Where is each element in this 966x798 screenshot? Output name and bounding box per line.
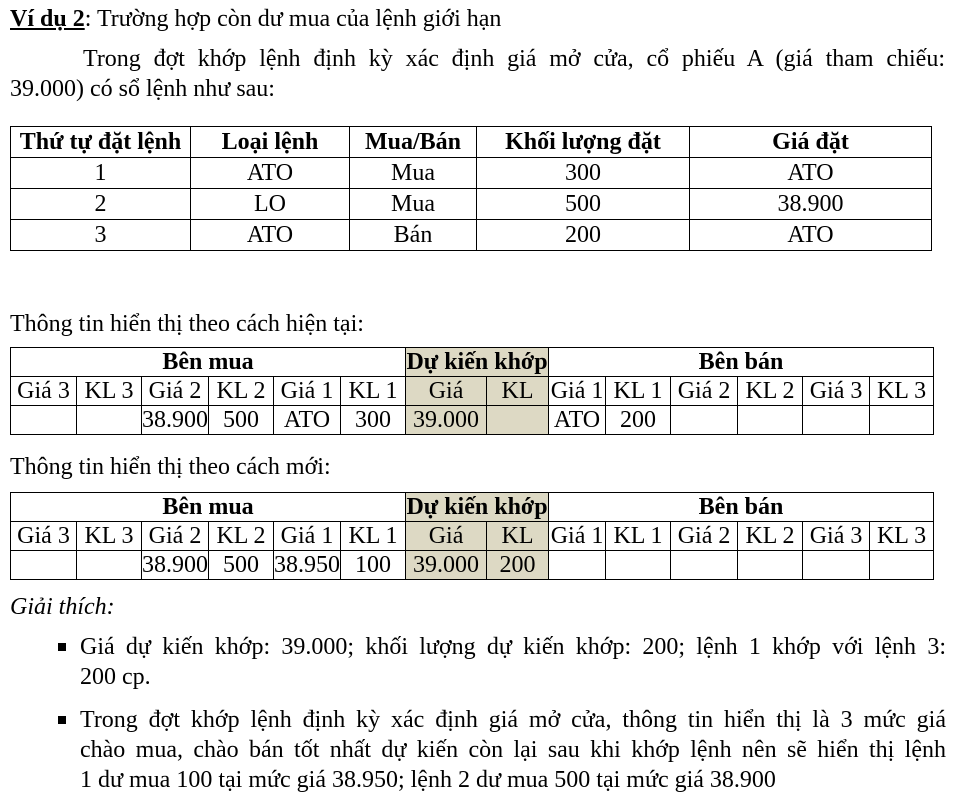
table-row [11, 220, 932, 251]
group-header-row [11, 348, 934, 377]
cell: ATO [690, 220, 932, 251]
col-buy-price-1: Giá 1 [274, 377, 341, 406]
explanation-bullet-2 [60, 705, 946, 795]
col-sell-price-3: Giá 3 [803, 377, 870, 406]
col-sell-qty-1: KL 1 [606, 377, 671, 406]
cell: 500 [209, 551, 274, 580]
order-table-header [11, 127, 932, 158]
col-buy-price-3: Giá 3 [11, 522, 77, 551]
cell: 38.900 [142, 552, 208, 578]
col-sell-qty-1: KL 1 [606, 522, 671, 551]
explanation-bullet-1 [60, 632, 946, 692]
table-row [11, 551, 934, 580]
cell: LO [191, 189, 350, 220]
col-buy-price-3: Giá 3 [11, 377, 77, 406]
bullet-2-line-3: 1 dư mua 100 tại mức giá 38.950; lệnh 2 dư mua 500 tại mức giá 38.900 [80, 767, 776, 793]
order-book-table [10, 126, 932, 251]
col-buy-qty-1: KL 1 [341, 522, 406, 551]
example-label: Ví dụ 2 [10, 6, 85, 32]
cell [738, 551, 803, 580]
cell [77, 406, 142, 435]
col-match-qty: KL [487, 377, 549, 406]
group-expected-match: Dự kiến khớp [406, 349, 548, 375]
header-order-type: Loại lệnh [191, 127, 350, 158]
column-header-row [11, 522, 934, 551]
cell [870, 551, 934, 580]
cell [870, 406, 934, 435]
header-price: Giá đặt [690, 127, 932, 158]
square-bullet-icon [58, 643, 66, 651]
example-heading: : Trường hợp còn dư mua của lệnh giới hạn [84, 6, 502, 32]
cell: 1 [11, 158, 191, 189]
col-buy-qty-1: KL 1 [341, 377, 406, 406]
col-sell-price-2: Giá 2 [671, 522, 738, 551]
cell: 39.000 [406, 551, 487, 580]
cell [803, 406, 870, 435]
col-sell-qty-3: KL 3 [870, 377, 934, 406]
col-sell-price-2: Giá 2 [671, 377, 738, 406]
intro-paragraph [10, 44, 945, 104]
cell: 38.950 [274, 552, 340, 578]
explanation-heading: Giải thích: [10, 594, 115, 620]
cell: 200 [606, 406, 671, 435]
cell [77, 551, 142, 580]
cell [671, 406, 738, 435]
bullet-2-line-1: Trong đợt khớp lệnh định kỳ xác định giá mở cửa, thông tin hiển thị là 3 mức giá [80, 707, 946, 733]
cell [487, 406, 549, 435]
col-buy-qty-3: KL 3 [77, 522, 142, 551]
current-display-table [10, 347, 934, 435]
header-buy-sell: Mua/Bán [350, 127, 477, 158]
col-match-qty: KL [487, 522, 549, 551]
cell [738, 406, 803, 435]
col-match-price: Giá [406, 377, 487, 406]
cell: 500 [477, 189, 690, 220]
cell [606, 551, 671, 580]
col-sell-price-1: Giá 1 [549, 522, 606, 551]
new-display-table [10, 492, 934, 580]
current-display-caption: Thông tin hiển thị theo cách hiện tại: [10, 311, 364, 337]
col-buy-price-1: Giá 1 [274, 522, 341, 551]
col-buy-price-2: Giá 2 [142, 522, 209, 551]
new-display-caption: Thông tin hiển thị theo cách mới: [10, 454, 331, 480]
group-expected-match: Dự kiến khớp [406, 494, 548, 520]
cell: ATO [191, 158, 350, 189]
cell: 500 [209, 406, 274, 435]
group-sell-side: Bên bán [549, 493, 934, 522]
cell: ATO [549, 406, 606, 435]
group-header-row [11, 493, 934, 522]
group-buy-side: Bên mua [11, 493, 406, 522]
cell: 200 [487, 551, 549, 580]
cell: 300 [477, 158, 690, 189]
col-buy-qty-2: KL 2 [209, 522, 274, 551]
example-title [10, 4, 501, 34]
cell: 2 [11, 189, 191, 220]
col-buy-qty-3: KL 3 [77, 377, 142, 406]
bullet-1-line-1: Giá dự kiến khớp: 39.000; khối lượng dự kiến khớp: 200; lệnh 1 khớp với lệnh 3: [80, 634, 946, 660]
table-row [11, 158, 932, 189]
cell: 38.900 [142, 407, 208, 433]
cell: 100 [341, 551, 406, 580]
column-header-row [11, 377, 934, 406]
table-row [11, 189, 932, 220]
bullet-2-line-2: chào mua, chào bán tốt nhất dự kiến còn lại sau khi khớp lệnh nên sẽ hiển thị lệnh [80, 737, 946, 763]
cell: 39.000 [406, 406, 487, 435]
cell: Mua [350, 158, 477, 189]
cell: ATO [690, 158, 932, 189]
cell: Mua [350, 189, 477, 220]
col-sell-price-1: Giá 1 [549, 377, 606, 406]
intro-line-2: 39.000) có sổ lệnh như sau: [10, 76, 275, 102]
intro-line-1: Trong đợt khớp lệnh định kỳ xác định giá mở cửa, cổ phiếu A (giá tham chiếu: [83, 46, 945, 72]
bullet-1-line-2: 200 cp. [80, 664, 151, 690]
header-order-seq: Thứ tự đặt lệnh [11, 127, 191, 158]
cell [803, 551, 870, 580]
cell [11, 551, 77, 580]
group-sell-side: Bên bán [549, 348, 934, 377]
cell [549, 551, 606, 580]
cell: 200 [477, 220, 690, 251]
cell: 3 [11, 220, 191, 251]
cell [671, 551, 738, 580]
col-sell-qty-2: KL 2 [738, 522, 803, 551]
cell: 300 [341, 406, 406, 435]
group-buy-side: Bên mua [11, 348, 406, 377]
col-buy-price-2: Giá 2 [142, 377, 209, 406]
table-row [11, 406, 934, 435]
col-match-price: Giá [406, 522, 487, 551]
cell: 38.900 [690, 189, 932, 220]
col-sell-qty-2: KL 2 [738, 377, 803, 406]
cell [11, 406, 77, 435]
square-bullet-icon [58, 716, 66, 724]
cell: ATO [191, 220, 350, 251]
col-sell-price-3: Giá 3 [803, 522, 870, 551]
cell: Bán [350, 220, 477, 251]
col-sell-qty-3: KL 3 [870, 522, 934, 551]
col-buy-qty-2: KL 2 [209, 377, 274, 406]
header-quantity: Khối lượng đặt [477, 127, 690, 158]
cell: ATO [274, 406, 341, 435]
